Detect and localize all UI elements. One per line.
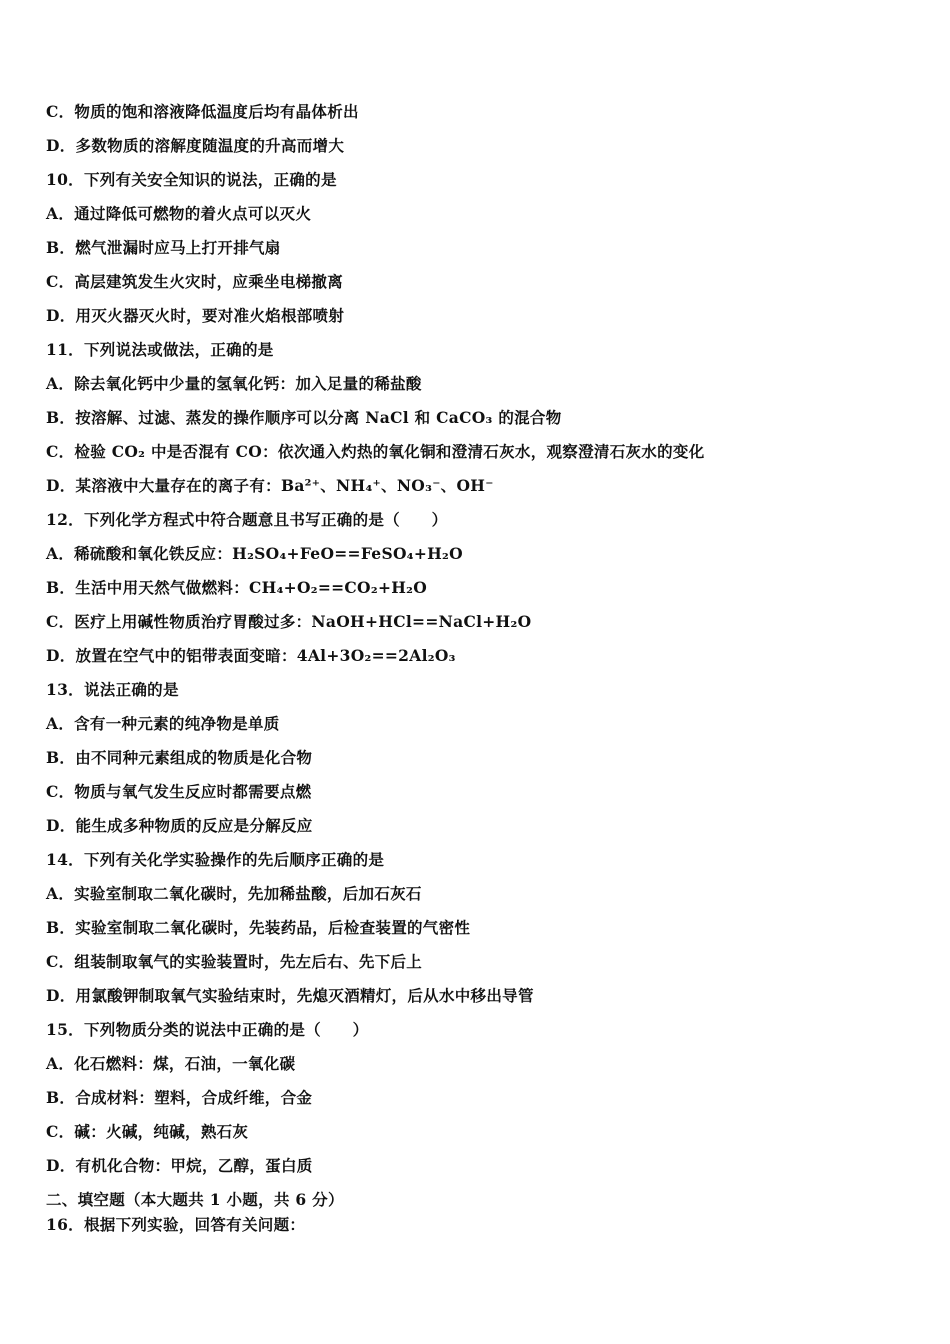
option-15b: B．合成材料：塑料，合成纤维，合金 — [46, 1088, 313, 1107]
option-14d: D．用氯酸钾制取氧气实验结束时，先熄灭酒精灯，后从水中移出导管 — [46, 986, 534, 1005]
question-16: 16．根据下列实验，回答有关问题： — [46, 1215, 306, 1234]
question-11: 11．下列说法或做法，正确的是 — [46, 340, 274, 359]
option-13b: B．由不同种元素组成的物质是化合物 — [46, 748, 313, 767]
option-15a: A．化石燃料：煤，石油，一氧化碳 — [46, 1054, 296, 1073]
option-13c: C．物质与氧气发生反应时都需要点燃 — [46, 782, 312, 801]
option-9c: C．物质的饱和溶液降低温度后均有晶体析出 — [46, 102, 359, 121]
question-15: 15．下列物质分类的说法中正确的是（ ） — [46, 1020, 369, 1039]
question-13: 13．说法正确的是 — [46, 680, 179, 699]
option-12a: A．稀硫酸和氧化铁反应：H₂SO₄+FeO==FeSO₄+H₂O — [46, 544, 463, 563]
question-14: 14．下列有关化学实验操作的先后顺序正确的是 — [46, 850, 385, 869]
option-12d: D．放置在空气中的铝带表面变暗：4Al+3O₂==2Al₂O₃ — [46, 646, 456, 665]
section-heading-fill-blank: 二、填空题（本大题共 1 小题，共 6 分） — [46, 1190, 344, 1209]
option-13a: A．含有一种元素的纯净物是单质 — [46, 714, 280, 733]
question-12: 12．下列化学方程式中符合题意且书写正确的是（ ） — [46, 510, 448, 529]
option-15c: C．碱：火碱，纯碱，熟石灰 — [46, 1122, 249, 1141]
option-14c: C．组装制取氧气的实验装置时，先左后右、先下后上 — [46, 952, 423, 971]
option-11c: C．检验 CO₂ 中是否混有 CO：依次通入灼热的氧化铜和澄清石灰水，观察澄清石灰水的变化 — [46, 442, 705, 461]
question-10: 10．下列有关安全知识的说法，正确的是 — [46, 170, 337, 189]
option-13d: D．能生成多种物质的反应是分解反应 — [46, 816, 313, 835]
option-15d: D．有机化合物：甲烷，乙醇，蛋白质 — [46, 1156, 313, 1175]
option-14a: A．实验室制取二氧化碳时，先加稀盐酸，后加石灰石 — [46, 884, 422, 903]
option-10d: D．用灭火器灭火时，要对准火焰根部喷射 — [46, 306, 345, 325]
option-11a: A．除去氧化钙中少量的氢氧化钙：加入足量的稀盐酸 — [46, 374, 422, 393]
option-10c: C．高层建筑发生火灾时，应乘坐电梯撤离 — [46, 272, 344, 291]
option-10b: B．燃气泄漏时应马上打开排气扇 — [46, 238, 281, 257]
option-14b: B．实验室制取二氧化碳时，先装药品，后检查装置的气密性 — [46, 918, 471, 937]
option-12c: C．医疗上用碱性物质治疗胃酸过多：NaOH+HCl==NaCl+H₂O — [46, 612, 532, 631]
option-12b: B．生活中用天然气做燃料：CH₄+O₂==CO₂+H₂O — [46, 578, 428, 597]
option-9d: D．多数物质的溶解度随温度的升高而增大 — [46, 136, 345, 155]
option-11b: B．按溶解、过滤、蒸发的操作顺序可以分离 NaCl 和 CaCO₃ 的混合物 — [46, 408, 562, 427]
option-11d: D．某溶液中大量存在的离子有：Ba²⁺、NH₄⁺、NO₃⁻、OH⁻ — [46, 476, 494, 495]
option-10a: A．通过降低可燃物的着火点可以灭火 — [46, 204, 312, 223]
